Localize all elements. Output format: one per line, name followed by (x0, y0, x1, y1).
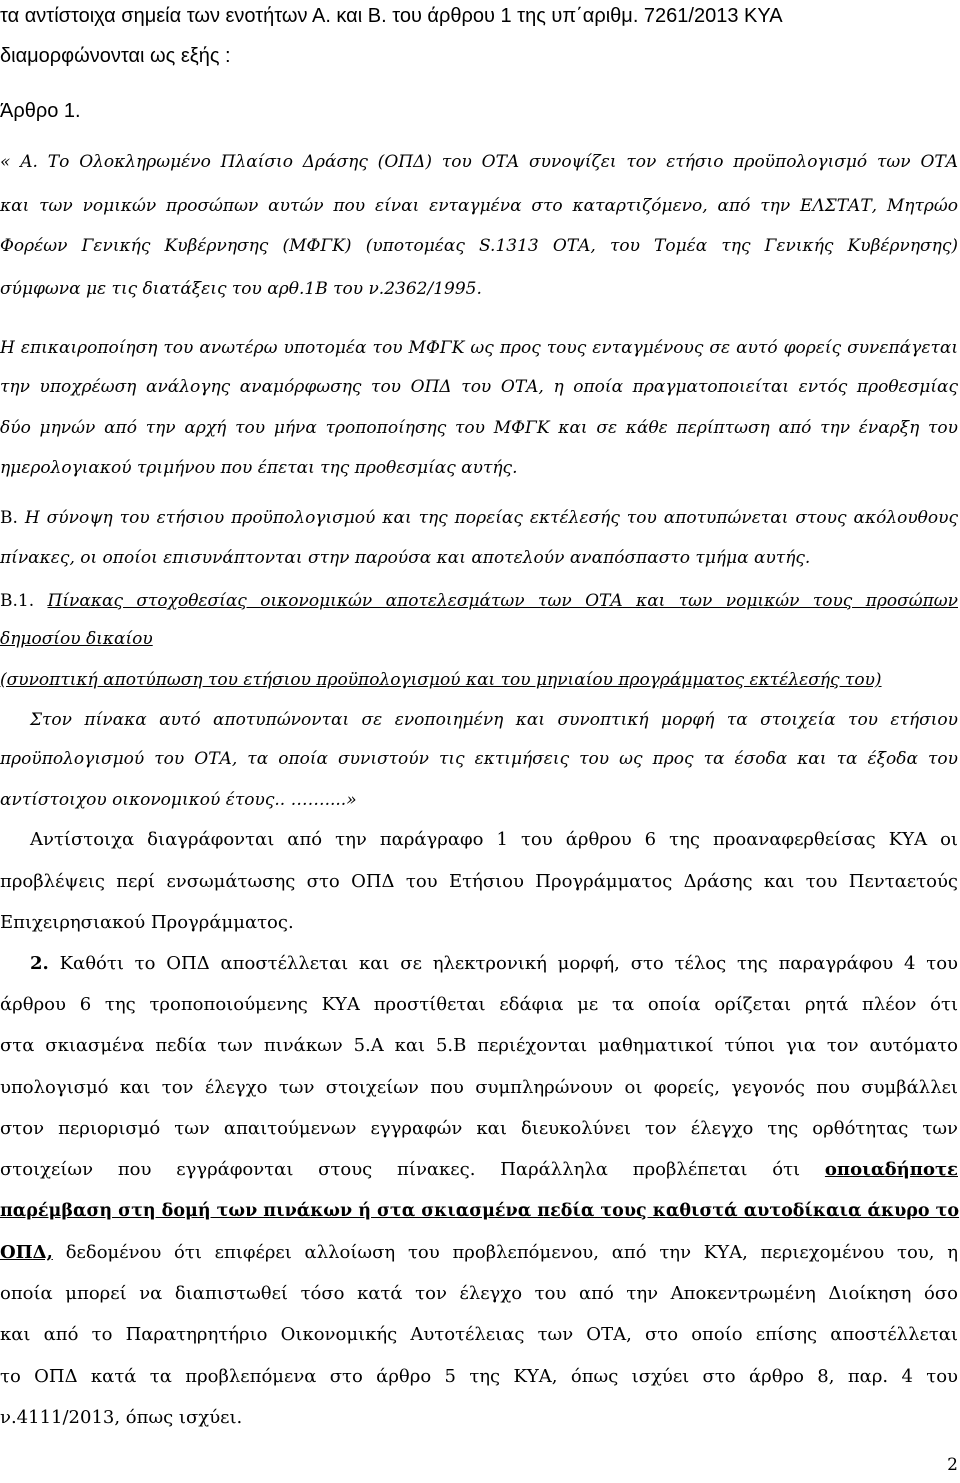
text-line: ημερολογιακού τριμήνου που έπεται της προθεσμίας αυτής. (0, 458, 518, 478)
text-line (0, 1240, 958, 1266)
text-line: στον περιορισμό των απαιτούμενων εγγραφών και διευκολύνει τον έλεγχο της ορθότητας των (0, 1118, 958, 1139)
text-line: πίνακες, οι οποίοι επισυνάπτονται στην παρούσα και αποτελούν αναπόσπαστο τμήμα αυτής. (0, 548, 811, 568)
text-line: άρθρου 6 της τροποποιούμενης ΚΥΑ προστίθεται εδάφια με τα οποία ορίζεται ρητά πλέον ότι (0, 994, 958, 1015)
table-title-cont: δημοσίου δικαίου (0, 629, 153, 649)
text-line: αντίστοιχου οικονομικού έτους.. ……....» (0, 790, 357, 810)
text-line: « Α. Το Ολοκληρωμένο Πλαίσιο Δράσης (ΟΠΔ) του ΟΤΑ συνοψίζει τον ετήσιο προϋπολογισμό των ΟΤΑ (0, 152, 958, 172)
text-line: την υποχρέωση ανάλογης αναμόρφωσης του ΟΠΔ του ΟΤΑ, η οποία πραγματοποιείται εντός προθεσμίας (0, 377, 958, 397)
article-heading: Άρθρο 1. (0, 100, 81, 122)
section-label: Β.1. (0, 591, 35, 611)
text-run: δεδομένου ότι επιφέρει αλλοίωση του προβλεπόμενου, από την ΚΥΑ, περιεχομένου του, η (65, 1242, 958, 1263)
text-line (0, 1157, 958, 1183)
text-line: προϋπολογισμού του ΟΤΑ, τα οποία συνιστούν τις εκτιμήσεις του ως προς τα έσοδα και τα έξοδα του (0, 749, 958, 769)
text-line: Φορέων Γενικής Κυβέρνησης (ΜΦΓΚ) (υποτομέας S.1313 ΟΤΑ, του Τομέα της Γενικής Κυβέρνησης) (0, 236, 958, 256)
section-b1-line (0, 588, 958, 614)
text-line: Επιχειρησιακού Προγράμματος. (0, 912, 294, 933)
text-line: προβλέψεις περί ενσωμάτωσης στο ΟΠΔ του Ετήσιου Προγράμματος Δράσης και του Πενταετούς (0, 871, 958, 892)
text-line: οποία μπορεί να διαπιστωθεί τόσο κατά τον έλεγχο του από την Αποκεντρωμένη Διοίκηση όσο (0, 1283, 958, 1304)
table-title: Πίνακας στοχοθεσίας οικονομικών αποτελεσμάτων των ΟΤΑ και των νομικών τους προσώπων (47, 591, 958, 611)
text-run: Η σύνοψη του ετήσιου προϋπολογισμού και της πορείας εκτέλεσής του αποτυπώνεται στους ακόλουθους (24, 508, 958, 528)
text-line: Στον πίνακα αυτό αποτυπώνονται σε ενοποιημένη και συνοπτική μορφή τα στοιχεία του ετήσιου (30, 710, 958, 730)
text-line: σύμφωνα με τις διατάξεις του αρθ.1Β του ν.2362/1995. (0, 279, 482, 299)
emphasis-line: παρέμβαση στη δομή των πινάκων ή στα σκιασμένα πεδία τους καθιστά αυτοδίκαια άκυρο το (0, 1201, 960, 1221)
text-run: Καθότι το ΟΠΔ αποστέλλεται και σε ηλεκτρονική μορφή, στο τέλος της παραγράφου 4 του (59, 953, 958, 974)
text-line: και των νομικών προσώπων αυτών που είναι ενταγμένα στο καταρτιζόμενο, από την ΕΛΣΤΑΤ, Μητρώο (0, 196, 958, 216)
text-run: στοιχείων που εγγράφονται στους πίνακες. Παράλληλα προβλέπεται ότι (0, 1159, 801, 1180)
text-line: και από το Παρατηρητήριο Οικονομικής Αυτοτέλειας των ΟΤΑ, στο οποίο επίσης αποστέλλεται (0, 1324, 958, 1345)
text-line: το ΟΠΔ κατά τα προβλεπόμενα στο άρθρο 5 της ΚΥΑ, όπως ισχύει στο άρθρο 8, παρ. 4 του (0, 1366, 958, 1387)
section-b-line (0, 505, 958, 531)
text-line: ν.4111/2013, όπως ισχύει. (0, 1407, 243, 1428)
text-line: τα αντίστοιχα σημεία των ενοτήτων Α. και Β. του άρθρου 1 της υπ΄αριθμ. 7261/2013 ΚΥΑ (0, 5, 783, 27)
page-number: 2 (947, 1455, 958, 1475)
emphasis-text: ΟΠΔ, (0, 1242, 53, 1263)
text-line: Αντίστοιχα διαγράφονται από την παράγραφο 1 του άρθρου 6 της προαναφερθείσας ΚΥΑ οι (30, 829, 958, 850)
paragraph-number: 2. (30, 953, 49, 974)
text-line: υπολογισμό και τον έλεγχο των στοιχείων που συμπληρώνουν οι φορείς, γεγονός που συμβάλλει (0, 1077, 958, 1098)
text-line: διαμορφώνονται ως εξής : (0, 45, 231, 67)
paragraph-2-line (0, 951, 958, 977)
table-subtitle: (συνοπτική αποτύπωση του ετήσιου προϋπολογισμού και του μηνιαίου προγράμματος εκτέλεσής του) (0, 670, 882, 690)
text-line: στα σκιασμένα πεδία των πινάκων 5.Α και 5.Β περιέχονται μαθηματικοί τύποι για τον αυτόματο (0, 1035, 958, 1056)
text-line: Η επικαιροποίηση του ανωτέρω υποτομέα του ΜΦΓΚ ως προς τους ενταγμένους σε αυτό φορείς συνεπάγεται (0, 338, 958, 358)
text-line: δύο μηνών από την αρχή του μήνα τροποποίησης του ΜΦΓΚ και σε κάθε περίπτωση από την έναρξη του (0, 418, 958, 438)
section-label: Β. (0, 508, 18, 528)
emphasis-text: οποιαδήποτε (824, 1159, 958, 1180)
